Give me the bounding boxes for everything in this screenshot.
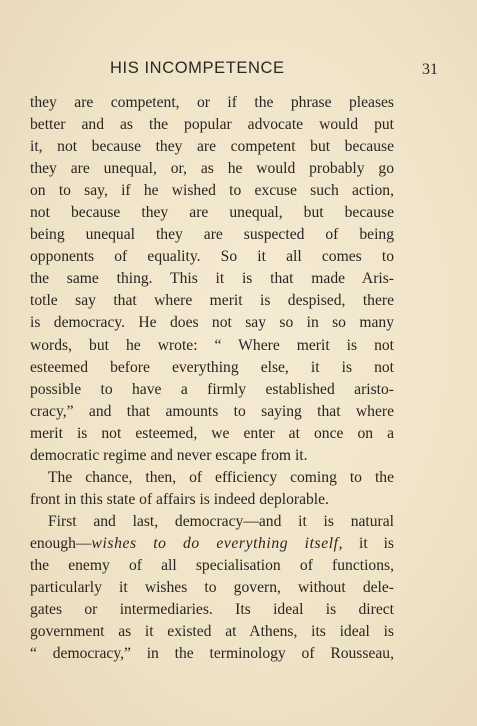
text-line: gates or intermediaries. Its ideal is direct	[30, 601, 394, 619]
page-number: 31	[422, 61, 438, 78]
running-head	[30, 59, 452, 83]
text-line-with-emphasis	[30, 533, 394, 555]
text-line: government as it existed at Athens, its ideal is	[30, 623, 394, 641]
paragraph-start-line: First and last, democracy—and it is natural	[48, 512, 394, 530]
text-line: not because they are unequal, but because	[30, 204, 394, 222]
text-line: being unequal they are suspected of being	[30, 226, 394, 244]
paragraph-end-line: democratic regime and never escape from it.	[30, 446, 308, 464]
text-line: it, not because they are competent but because	[30, 138, 394, 156]
text-line: possible to have a firmly established aristo-	[30, 380, 394, 398]
text-line: merit is not esteemed, we enter at once on a	[30, 424, 394, 442]
text-line: particularly it wishes to govern, without dele-	[30, 579, 394, 597]
text-line: the enemy of all specialisation of functions,	[30, 556, 394, 574]
text-line: cracy,” and that amounts to saying that where	[30, 402, 394, 420]
chapter-title: HIS INCOMPETENCE	[110, 59, 285, 77]
text-line: is democracy. He does not say so in so many	[30, 314, 394, 332]
italic-emphasis: wishes to do everything itself,	[91, 534, 344, 552]
text-line: the same thing. This it is that made Aris-	[30, 270, 394, 288]
text-line: they are competent, or if the phrase pleases	[30, 94, 394, 111]
text-line: on to say, if he wished to excuse such action,	[30, 182, 394, 200]
text-line: better and as the popular advocate would put	[30, 116, 394, 134]
paragraph-start-line: The chance, then, of efficiency coming to the	[48, 468, 394, 486]
text-line: words, but he wrote: “ Where merit is not	[30, 336, 394, 354]
text-line: opponents of equality. So it all comes to	[30, 248, 394, 266]
text-line: totle say that where merit is despised, there	[30, 292, 394, 310]
paragraph-end-line: front in this state of affairs is indeed deplorable.	[30, 490, 329, 508]
text-line: esteemed before everything else, it is not	[30, 358, 394, 376]
line-segment: it is	[343, 534, 394, 552]
text-line: “ democracy,” in the terminology of Rousseau,	[30, 645, 394, 663]
line-segment: enough—	[30, 534, 92, 552]
body-text	[30, 92, 394, 665]
text-line: they are unequal, or, as he would probably go	[30, 160, 394, 178]
